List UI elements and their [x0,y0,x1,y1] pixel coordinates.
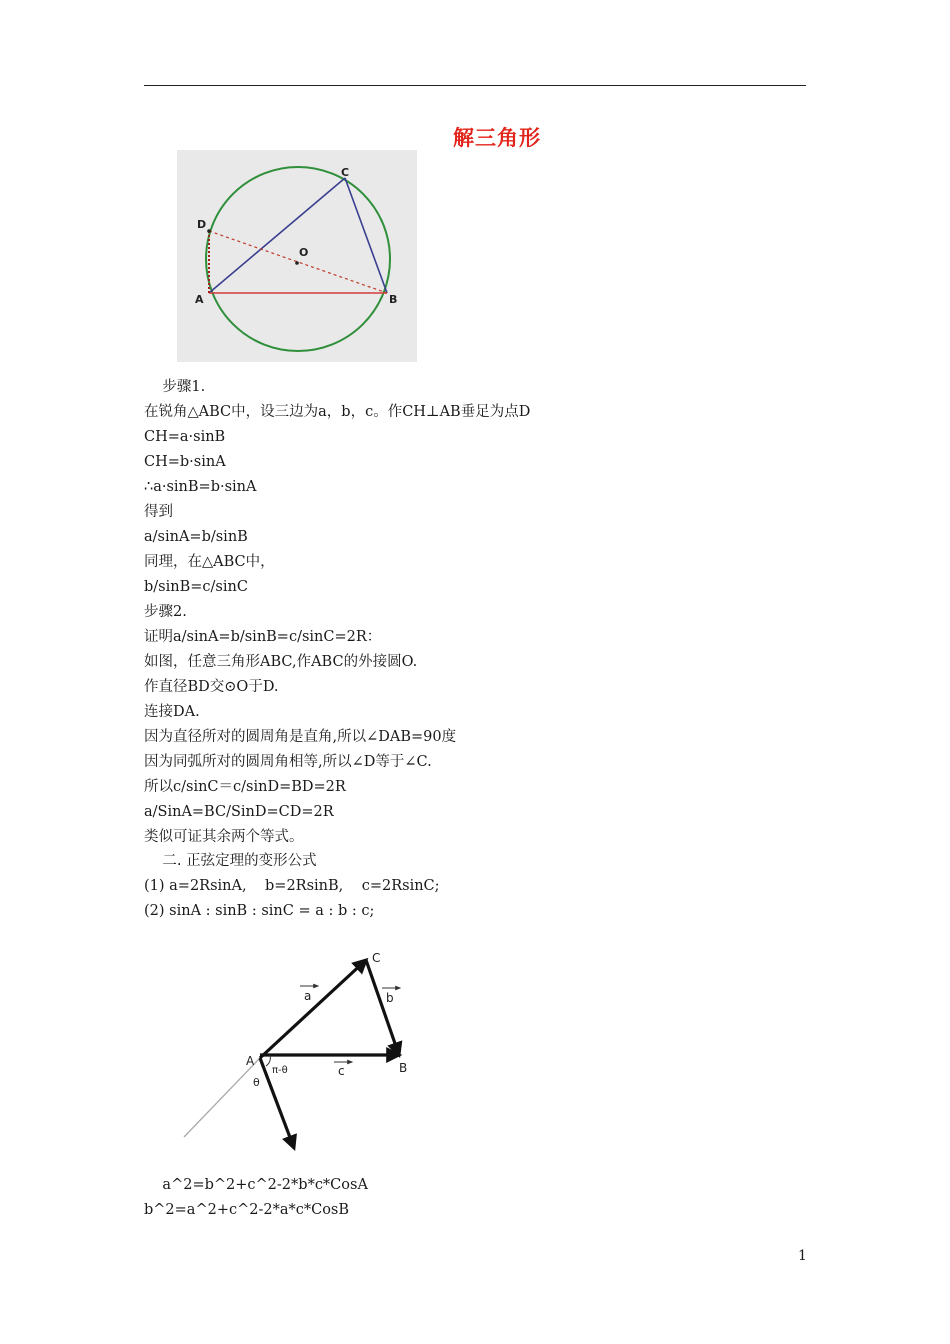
text-line: (2) sinA : sinB : sinC = a : b : c; [144,903,375,919]
text-line: 同理，在△ABC中， [144,554,275,570]
vector-a-label: a [304,989,312,1003]
text-line: a^2=b^2+c^2-2*b*c*CosA [144,1177,368,1193]
text-line: 类似可证其余两个等式。 [144,829,304,845]
theta-label: θ [253,1076,260,1089]
label-b: B [399,1061,408,1075]
text-line: (1) a=2RsinA, b=2RsinB, c=2RsinC; [144,878,440,894]
page-title: 解三角形 [453,126,541,150]
label-c: C [341,166,350,179]
text-line: CH=a·sinB [144,429,226,445]
vector-c-label: c [338,1064,345,1078]
text-line: b/sinB=c/sinC [144,579,248,595]
text-line: 在锐角△ABC中，设三边为a，b，c。作CH⊥AB垂足为点D [144,404,531,420]
vector-b-label: b [386,991,394,1005]
circumcircle-figure [177,150,417,362]
label-a: A [246,1054,255,1068]
text-line: a/sinA=b/sinB [144,529,248,545]
text-line: 得到 [144,504,173,520]
label-d: D [197,218,207,231]
text-line: CH=b·sinA [144,454,226,470]
text-line: 因为直径所对的圆周角是直角,所以∠DAB=90度 [144,729,457,745]
text-line: a/SinA=BC/SinD=CD=2R [144,804,334,820]
text-line: 二. 正弦定理的变形公式 [144,853,317,869]
label-a: A [195,293,204,306]
text-line: ∴a·sinB=b·sinA [144,479,257,495]
text-line: 步骤1. [144,379,206,395]
text-line: 证明a/sinA=b/sinB=c/sinC=2R： [144,629,382,645]
text-line: 因为同弧所对的圆周角相等,所以∠D等于∠C. [144,754,432,770]
angle-label: π-θ [272,1065,288,1076]
text-line: 步骤2. [144,604,187,620]
text-line: 所以c/sinC＝c/sinD=BD=2R [144,779,346,795]
header-rule [144,85,806,86]
page-number: 1 [798,1248,807,1264]
label-c: C [372,951,381,965]
text-line: b^2=a^2+c^2-2*a*c*CosB [144,1202,350,1218]
text-line: 如图，任意三角形ABC,作ABC的外接圆O. [144,654,418,670]
label-o: O [299,246,309,259]
text-line: 作直径BD交⊙O于D. [144,679,279,695]
text-line: 连接DA. [144,704,200,720]
label-b: B [389,293,398,306]
vector-triangle-figure [180,945,420,1155]
